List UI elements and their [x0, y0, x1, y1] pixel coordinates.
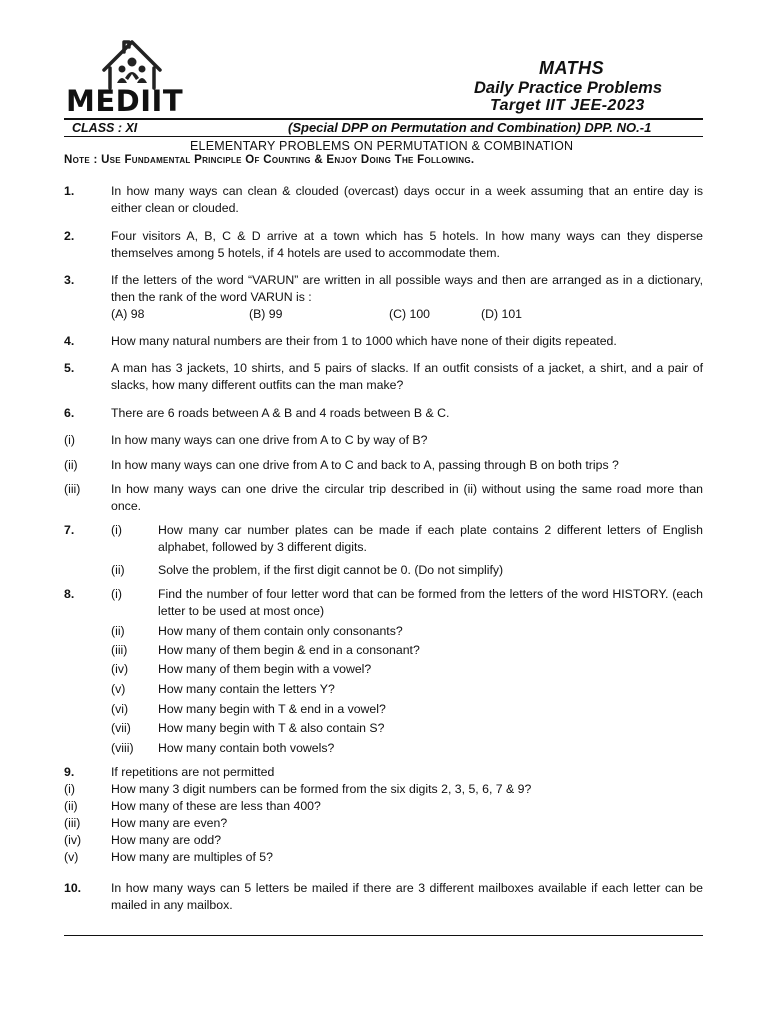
part-label: (iv) — [111, 662, 129, 676]
question-number: 10. — [64, 881, 82, 895]
part-label: (iii) — [64, 816, 81, 830]
brand-name: MEDIIT — [66, 84, 184, 118]
part-text: In how many ways can one drive from A to C by way of B? — [111, 433, 428, 447]
question-text: There are 6 roads between A & B and 4 roads between B & C. — [111, 406, 450, 420]
option-d: (D) 101 — [481, 307, 523, 321]
part-label: (ii) — [111, 563, 125, 577]
question-9-part-ii — [64, 798, 703, 815]
question-6-part-iii — [64, 481, 703, 515]
part-text: How many contain the letters Y? — [158, 682, 335, 696]
question-9-part-i — [64, 781, 703, 798]
question-8-part-viii — [64, 740, 703, 757]
option-c: (C) 100 — [389, 307, 431, 321]
question-number: 2. — [64, 229, 75, 243]
part-text: How many are multiples of 5? — [111, 850, 273, 864]
part-label: (ii) — [64, 458, 78, 472]
question-number: 9. — [64, 765, 75, 779]
question-8-part-vii — [64, 720, 703, 737]
question-number: 3. — [64, 273, 75, 287]
question-text: In how many ways can clean & clouded (overcast) days occur in a week assuming that an entire day is either clean or clouded. — [111, 184, 703, 215]
part-text: In how many ways can one drive the circular trip described in (ii) without using the same road more than once. — [111, 482, 703, 513]
dpp-number: (Special DPP on Permutation and Combination) DPP. NO.-1 — [288, 120, 652, 135]
part-label: (vii) — [111, 721, 131, 735]
section-title: ELEMENTARY PROBLEMS ON PERMUTATION & COMBINATION — [190, 139, 574, 153]
question-4 — [64, 333, 703, 350]
question-text: If repetitions are not permitted — [111, 765, 275, 779]
subject-title: MATHS — [539, 58, 605, 78]
part-text: How many contain both vowels? — [158, 741, 335, 755]
question-9-part-iii — [64, 815, 703, 832]
footer-rule — [64, 935, 703, 936]
question-6-part-ii — [64, 457, 703, 474]
question-number: 1. — [64, 184, 75, 198]
question-text: In how many ways can 5 letters be mailed if there are 3 different mailboxes available if each letter can be mailed in any mailbox. — [111, 881, 703, 912]
question-7-part-ii — [64, 562, 703, 579]
dpp-title: Daily Practice Problems — [474, 79, 663, 97]
part-text: How many of them begin & end in a consonant? — [158, 643, 420, 657]
header-rule-bottom — [64, 136, 703, 137]
part-label: (v) — [64, 850, 79, 864]
question-1 — [64, 183, 703, 217]
part-label: (ii) — [111, 624, 125, 638]
part-text: Find the number of four letter word that can be formed from the letters of the word HISTORY. (each letter to be used at most once) — [158, 587, 703, 618]
part-text: How many 3 digit numbers can be formed from the six digits 2, 3, 5, 6, 7 & 9? — [111, 782, 532, 796]
part-text: How many car number plates can be made if each plate contains 2 different letters of English alphabet, followed by 3 different digits. — [158, 523, 703, 554]
question-8-part-i — [64, 586, 703, 620]
part-label: (vi) — [111, 702, 129, 716]
part-text: How many begin with T & end in a vowel? — [158, 702, 386, 716]
question-text: How many natural numbers are their from 1 to 1000 which have none of their digits repeated. — [111, 334, 617, 348]
question-8-part-iii — [64, 642, 703, 659]
part-label: (iv) — [64, 833, 82, 847]
question-6 — [64, 405, 703, 422]
question-2 — [64, 228, 703, 262]
part-text: In how many ways can one drive from A to C and back to A, passing through B on both trips ? — [111, 458, 619, 472]
question-9-part-v — [64, 849, 703, 866]
question-number: 5. — [64, 361, 75, 375]
question-number: 7. — [64, 523, 75, 537]
question-8-part-v — [64, 681, 703, 698]
question-8-part-vi — [64, 701, 703, 718]
part-text: How many are even? — [111, 816, 228, 830]
part-label: (iii) — [111, 643, 128, 657]
answer-options — [111, 306, 703, 323]
part-text: How many begin with T & also contain S? — [158, 721, 385, 735]
part-label: (iii) — [64, 482, 81, 496]
question-number: 8. — [64, 587, 75, 601]
part-text: How many of these are less than 400? — [111, 799, 321, 813]
option-b: (B) 99 — [249, 307, 283, 321]
part-text: How many of them begin with a vowel? — [158, 662, 372, 676]
question-8-part-ii — [64, 623, 703, 640]
question-7-part-i — [64, 522, 703, 556]
part-label: (i) — [111, 587, 122, 601]
part-text: How many are odd? — [111, 833, 222, 847]
question-number: 4. — [64, 334, 75, 348]
question-3 — [64, 272, 703, 323]
question-text: Four visitors A, B, C & D arrive at a town which has 5 hotels. In how many ways can they disperse themselves among 5 hotels, if 4 hotels are used to accommodate them. — [111, 229, 703, 260]
option-a: (A) 98 — [111, 307, 145, 321]
question-9-part-iv — [64, 832, 703, 849]
part-label: (v) — [111, 682, 126, 696]
note: Note : Use Fundamental Principle Of Counting & Enjoy Doing The Following. — [64, 154, 475, 166]
question-text: A man has 3 jackets, 10 shirts, and 5 pairs of slacks. If an outfit consists of a jacket, a shirt, and a pair of slacks, how many different outfits can the man make? — [111, 361, 703, 392]
part-text: How many of them contain only consonants? — [158, 624, 403, 638]
question-number: 6. — [64, 406, 75, 420]
part-label: (ii) — [64, 799, 78, 813]
question-text: If the letters of the word “VARUN” are written in all possible ways and then are arranged as in a dictionary, then the rank of the word VARUN is : — [111, 273, 703, 304]
question-8-part-iv — [64, 661, 703, 678]
question-9 — [64, 764, 703, 781]
question-5 — [64, 360, 703, 394]
question-10 — [64, 880, 703, 914]
part-label: (viii) — [111, 741, 134, 755]
target-exam: Target IIT JEE-2023 — [490, 97, 645, 114]
part-label: (i) — [64, 782, 75, 796]
class-label: CLASS : XI — [72, 121, 138, 135]
part-label: (i) — [64, 433, 75, 447]
part-text: Solve the problem, if the first digit cannot be 0. (Do not simplify) — [158, 563, 504, 577]
question-6-part-i — [64, 432, 703, 449]
part-label: (i) — [111, 523, 122, 537]
